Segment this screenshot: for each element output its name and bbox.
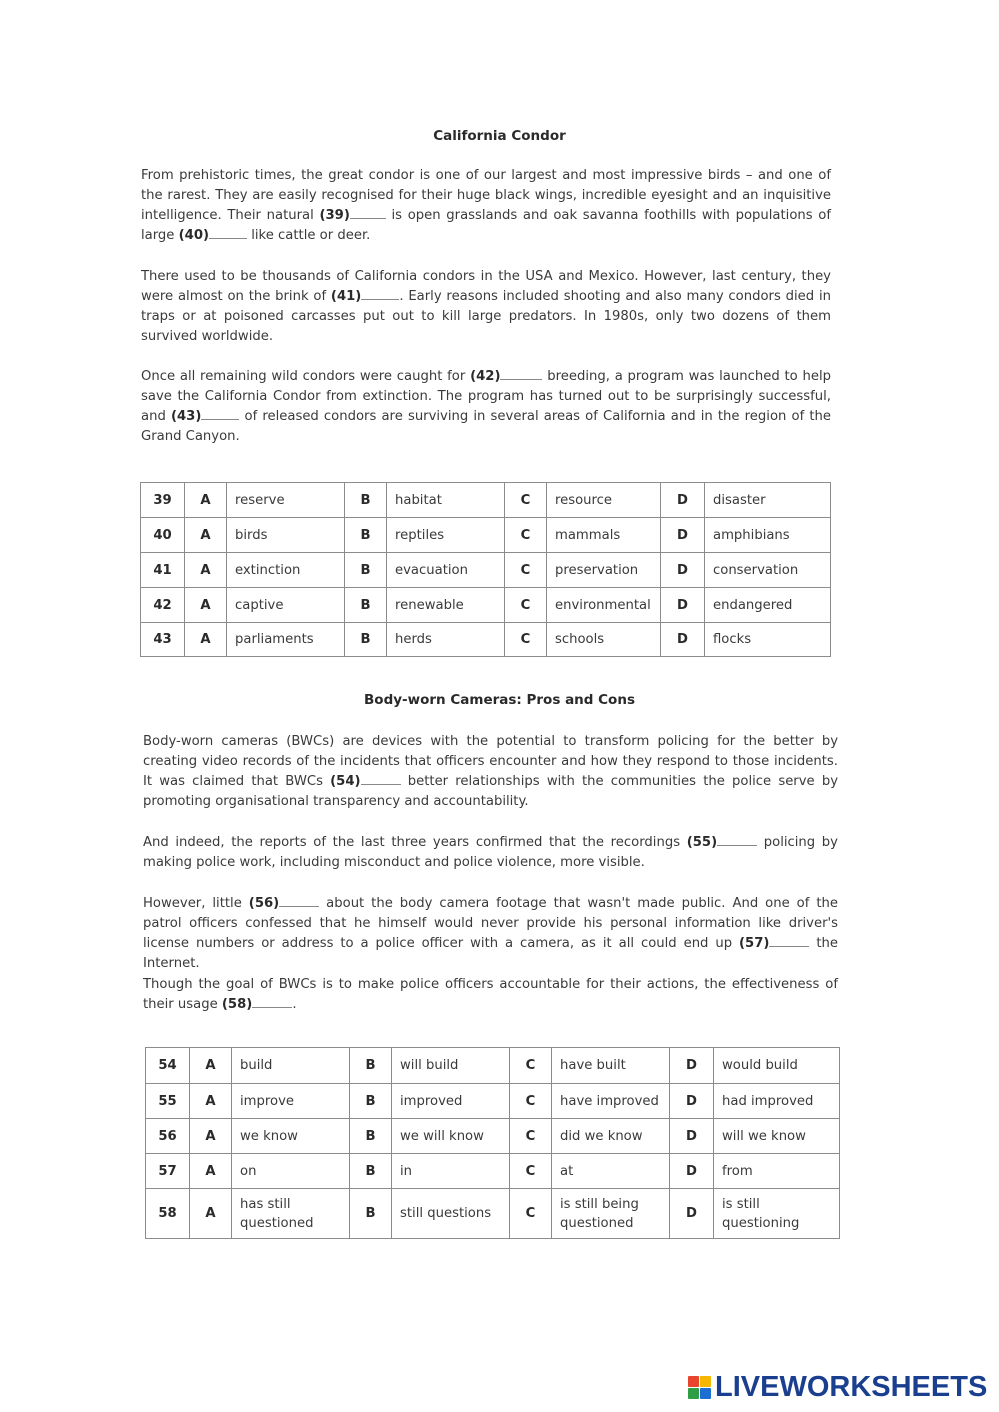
blank-gap[interactable]: [279, 895, 319, 907]
option-d[interactable]: flocks: [705, 623, 831, 657]
option-c[interactable]: environmental: [547, 588, 661, 623]
blank-number: (58): [221, 997, 253, 1012]
text: Though the goal of BWCs is to make police officers accountable for their actions, the effectiveness of their usage: [143, 977, 838, 1012]
option-letter-b: B: [350, 1189, 392, 1239]
option-letter-b: B: [345, 588, 387, 623]
paragraph-condor-3: [141, 367, 831, 447]
text: And indeed, the reports of the last three years confirmed that the recordings: [143, 835, 687, 850]
question-row: [141, 518, 831, 553]
option-a[interactable]: parliaments: [227, 623, 345, 657]
option-b[interactable]: in: [392, 1154, 510, 1189]
option-d[interactable]: had improved: [714, 1084, 840, 1119]
option-a[interactable]: we know: [232, 1119, 350, 1154]
question-row: [146, 1189, 840, 1239]
option-letter-a: A: [190, 1154, 232, 1189]
blank-number: (39): [319, 208, 350, 223]
option-a[interactable]: extinction: [227, 553, 345, 588]
question-number: 57: [146, 1154, 190, 1189]
option-letter-d: D: [670, 1084, 714, 1119]
option-letter-a: A: [185, 518, 227, 553]
question-row: [146, 1119, 840, 1154]
blank-number: (43): [170, 409, 202, 424]
text: about the body camera footage that wasn't made public. And one of the patrol officers confessed that he himself would never provide his personal information like driver's license numbers or address to a police officer with a camera, as it all could end up: [143, 896, 838, 951]
question-row: [146, 1154, 840, 1189]
option-letter-a: A: [185, 553, 227, 588]
blank-number: (54): [330, 774, 361, 789]
text: policing by making police work, including misconduct and police violence, more visible.: [143, 835, 838, 870]
option-letter-c: C: [510, 1154, 552, 1189]
blank-gap[interactable]: [201, 408, 239, 420]
question-number: 56: [146, 1119, 190, 1154]
option-letter-a: A: [185, 623, 227, 657]
option-letter-c: C: [505, 623, 547, 657]
option-a[interactable]: reserve: [227, 483, 345, 518]
text: like cattle or deer.: [247, 228, 371, 243]
option-letter-d: D: [661, 623, 705, 657]
option-letter-a: A: [190, 1048, 232, 1084]
option-letter-b: B: [350, 1048, 392, 1084]
blank-number: (55): [686, 835, 718, 850]
text: of released condors are surviving in several areas of California and in the region of the Grand Canyon.: [141, 409, 831, 444]
question-number: 54: [146, 1048, 190, 1084]
option-letter-c: C: [505, 483, 547, 518]
paragraph-cameras-4: [143, 975, 838, 1015]
question-row: [146, 1048, 840, 1084]
option-letter-d: D: [661, 518, 705, 553]
option-b[interactable]: we will know: [392, 1119, 510, 1154]
option-d[interactable]: disaster: [705, 483, 831, 518]
option-letter-c: C: [510, 1119, 552, 1154]
option-c[interactable]: at: [552, 1154, 670, 1189]
option-c[interactable]: did we know: [552, 1119, 670, 1154]
option-b[interactable]: still questions: [392, 1189, 510, 1239]
blank-gap[interactable]: [500, 368, 542, 380]
option-letter-b: B: [345, 553, 387, 588]
option-d[interactable]: from: [714, 1154, 840, 1189]
blank-number: (57): [739, 936, 770, 951]
option-c[interactable]: schools: [547, 623, 661, 657]
option-b[interactable]: habitat: [387, 483, 505, 518]
option-b[interactable]: evacuation: [387, 553, 505, 588]
option-letter-c: C: [510, 1084, 552, 1119]
option-letter-d: D: [661, 553, 705, 588]
blank-gap[interactable]: [769, 935, 809, 947]
option-letter-d: D: [670, 1154, 714, 1189]
question-number: 39: [141, 483, 185, 518]
blank-number: (41): [330, 289, 362, 304]
liveworksheets-logo[interactable]: [688, 1372, 987, 1402]
option-letter-d: D: [670, 1048, 714, 1084]
blank-number: (56): [248, 896, 280, 911]
question-row: [141, 483, 831, 518]
blank-gap[interactable]: [252, 996, 292, 1008]
option-letter-d: D: [661, 483, 705, 518]
option-a[interactable]: on: [232, 1154, 350, 1189]
option-b[interactable]: renewable: [387, 588, 505, 623]
option-c[interactable]: preservation: [547, 553, 661, 588]
logo-square-icon: [688, 1376, 699, 1387]
logo-square-icon: [688, 1388, 699, 1399]
option-letter-b: B: [345, 483, 387, 518]
option-a[interactable]: build: [232, 1048, 350, 1084]
option-letter-c: C: [510, 1189, 552, 1239]
text: .: [292, 997, 297, 1012]
paragraph-condor-2: [141, 267, 831, 347]
option-letter-a: A: [185, 588, 227, 623]
option-letter-c: C: [505, 518, 547, 553]
text: . Early reasons included shooting and also many condors died in traps or at poisoned carcasses put out to kill large predators. In 1980s, only two dozens of them survived worldwide.: [141, 289, 831, 344]
option-c[interactable]: have built: [552, 1048, 670, 1084]
text: Once all remaining wild condors were caught for: [141, 369, 471, 384]
option-d[interactable]: is still questioning: [714, 1189, 840, 1239]
question-number: 40: [141, 518, 185, 553]
option-letter-a: A: [190, 1189, 232, 1239]
option-a[interactable]: improve: [232, 1084, 350, 1119]
question-row: [141, 588, 831, 623]
question-number: 43: [141, 623, 185, 657]
option-d[interactable]: endangered: [705, 588, 831, 623]
text: Body-worn cameras (BWCs) are devices with the potential to transform policing for the better by creating video records of the incidents that officers encounter and how they respond to those incidents. It was claimed that BWCs: [143, 734, 838, 789]
option-a[interactable]: has still questioned: [232, 1189, 350, 1239]
paragraph-cameras-1: [143, 732, 838, 812]
option-d[interactable]: would build: [714, 1048, 840, 1084]
text: However, little: [143, 896, 249, 911]
option-letter-b: B: [350, 1119, 392, 1154]
option-c[interactable]: have improved: [552, 1084, 670, 1119]
text: better relationships with the communities the police serve by promoting organisational transparency and accountability.: [143, 774, 838, 809]
option-letter-b: B: [345, 518, 387, 553]
option-letter-b: B: [350, 1084, 392, 1119]
option-d[interactable]: amphibians: [705, 518, 831, 553]
text: the Internet.: [143, 936, 838, 971]
answer-table-cameras: [145, 1047, 840, 1239]
option-letter-d: D: [670, 1189, 714, 1239]
option-letter-c: C: [505, 588, 547, 623]
option-b[interactable]: herds: [387, 623, 505, 657]
option-b[interactable]: will build: [392, 1048, 510, 1084]
option-a[interactable]: birds: [227, 518, 345, 553]
option-letter-a: A: [190, 1119, 232, 1154]
option-letter-c: C: [505, 553, 547, 588]
question-number: 41: [141, 553, 185, 588]
paragraph-cameras-2: [143, 833, 838, 873]
logo-square-icon: [700, 1376, 711, 1387]
logo-grid-icon: [688, 1376, 711, 1399]
paragraph-cameras-3: [143, 894, 838, 974]
blank-gap[interactable]: [361, 288, 399, 300]
text: is open grasslands and oak savanna foothills with populations of large: [141, 208, 831, 243]
text: From prehistoric times, the great condor is one of our largest and most impressive birds – and one of the rarest. They are easily recognised for their huge black wings, incredible eyesight and an inquisitive intelligence. Their natural: [141, 168, 831, 223]
option-letter-b: B: [350, 1154, 392, 1189]
option-b[interactable]: improved: [392, 1084, 510, 1119]
question-number: 58: [146, 1189, 190, 1239]
blank-gap[interactable]: [350, 207, 386, 219]
paragraph-condor-1: [141, 166, 831, 246]
option-letter-d: D: [661, 588, 705, 623]
question-row: [141, 623, 831, 657]
option-d[interactable]: will we know: [714, 1119, 840, 1154]
question-row: [146, 1084, 840, 1119]
option-c[interactable]: is still being questioned: [552, 1189, 670, 1239]
option-letter-d: D: [670, 1119, 714, 1154]
option-c[interactable]: resource: [547, 483, 661, 518]
blank-gap[interactable]: [209, 227, 247, 239]
blank-number: (40): [178, 228, 210, 243]
blank-gap[interactable]: [361, 773, 401, 785]
option-d[interactable]: conservation: [705, 553, 831, 588]
logo-square-icon: [700, 1388, 711, 1399]
answer-table-condor: [140, 482, 831, 657]
text: There used to be thousands of California condors in the USA and Mexico. However, last century, they were almost on the brink of: [141, 269, 831, 304]
option-a[interactable]: captive: [227, 588, 345, 623]
question-number: 55: [146, 1084, 190, 1119]
question-number: 42: [141, 588, 185, 623]
text: breeding, a program was launched to help save the California Condor from extinction. The program has turned out to be surprisingly successful, and: [141, 369, 831, 424]
option-b[interactable]: reptiles: [387, 518, 505, 553]
question-row: [141, 553, 831, 588]
option-letter-b: B: [345, 623, 387, 657]
blank-gap[interactable]: [717, 834, 757, 846]
section-title-cameras: Body-worn Cameras: Pros and Cons: [364, 692, 635, 708]
option-letter-c: C: [510, 1048, 552, 1084]
logo-text: LIVEWORKSHEETS: [715, 1370, 988, 1403]
option-letter-a: A: [190, 1084, 232, 1119]
section-title-condor: California Condor: [433, 128, 566, 144]
option-c[interactable]: mammals: [547, 518, 661, 553]
blank-number: (42): [470, 369, 501, 384]
option-letter-a: A: [185, 483, 227, 518]
